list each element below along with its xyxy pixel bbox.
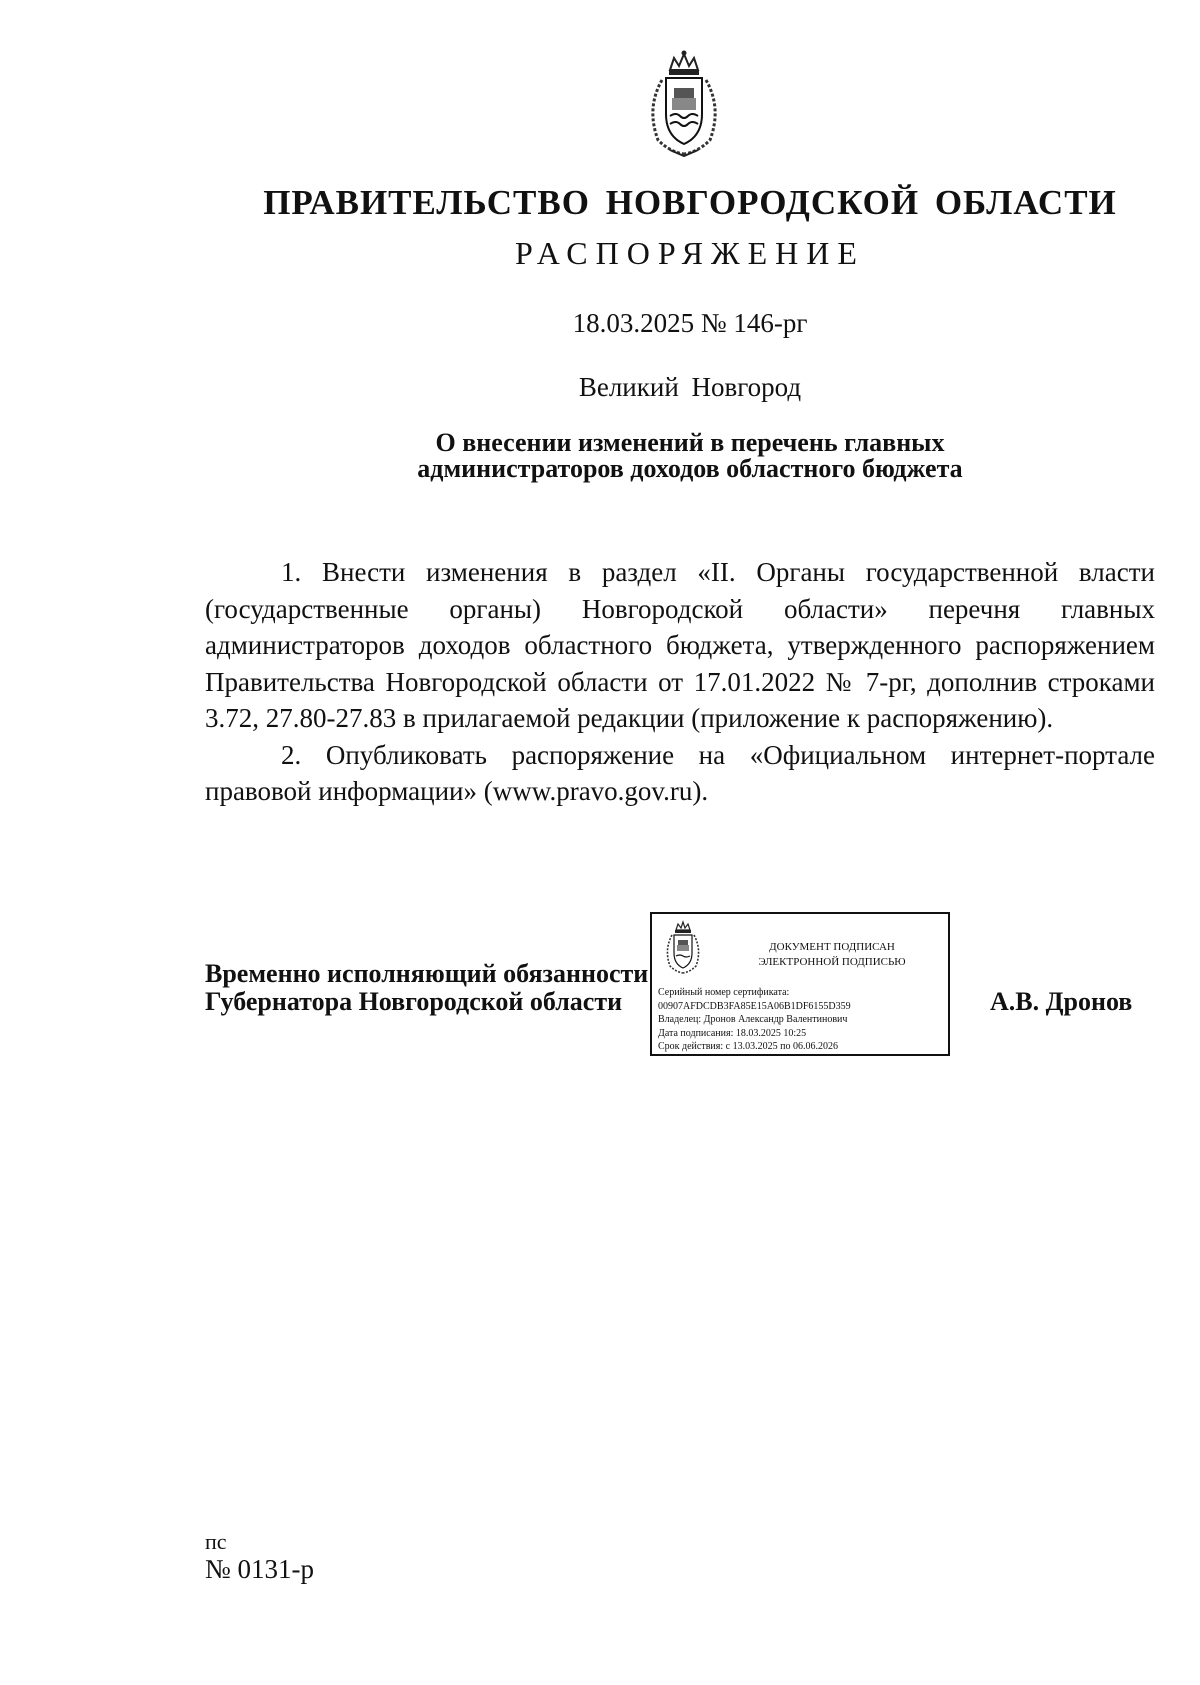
document-type: РАСПОРЯЖЕНИЕ [515, 235, 865, 271]
signer-title-line-1: Временно исполняющий обязанности [205, 959, 649, 988]
stamp-owner: Владелец: Дронов Александр Валентинович [658, 1014, 848, 1025]
stamp-serial-value: 00907AFDCDB3FA85E15A06B1DF6155D359 [658, 1000, 851, 1012]
stamp-coat-of-arms-icon [662, 920, 704, 976]
document-place: Великий Новгород [578, 372, 802, 402]
document-subject [240, 430, 1140, 482]
document-body [205, 554, 1155, 810]
stamp-validity: Срок действия: с 13.03.2025 по 06.06.2026 [658, 1041, 838, 1052]
coat-of-arms-icon [640, 48, 728, 160]
document-date-number: 18.03.2025 № 146-рг [572, 308, 808, 338]
signer-title-line-2: Губернатора Новгородской области [205, 987, 623, 1016]
subject-line-2: администраторов доходов областного бюджета [417, 454, 963, 483]
subject-line-1: О внесении изменений в перечень главных [435, 428, 945, 457]
stamp-heading-line-2: ЭЛЕКТРОННОЙ ПОДПИСЬЮ [758, 956, 906, 968]
stamp-heading [722, 940, 942, 970]
stamp-heading-line-1: ДОКУМЕНТ ПОДПИСАН [769, 941, 895, 953]
organization-title: ПРАВИТЕЛЬСТВО НОВГОРОДСКОЙ ОБЛАСТИ [263, 183, 1117, 222]
footer-registration [205, 1530, 314, 1584]
stamp-sign-date: Дата подписания: 18.03.2025 10:25 [658, 1027, 807, 1039]
body-paragraph-1: 1. Внести изменения в раздел «II. Органы государственной власти (государственные органы) Новгородской области» перечня главных администраторов доходов областного бюджета, утвержденного распоряжением Правительства Новгородской области от 17.01.2022 № 7-рг, дополнив строками 3.72, 27.80-27.83 в прилагаемой редакции (приложение к распоряжению). [205, 557, 1155, 733]
body-paragraph-2: 2. Опубликовать распоряжение на «Официальном интернет-портале правовой информации» (www.pravo.gov.ru). [205, 739, 1155, 806]
footer-code: № 0131-р [205, 1554, 315, 1584]
stamp-serial-label: Серийный номер сертификата: [658, 987, 790, 998]
signer-name: А.В. Дронов [990, 987, 1133, 1016]
electronic-signature-stamp [650, 912, 950, 1056]
footer-mark: пс [205, 1529, 227, 1554]
signer-title [205, 960, 665, 1016]
stamp-details [658, 986, 946, 1054]
